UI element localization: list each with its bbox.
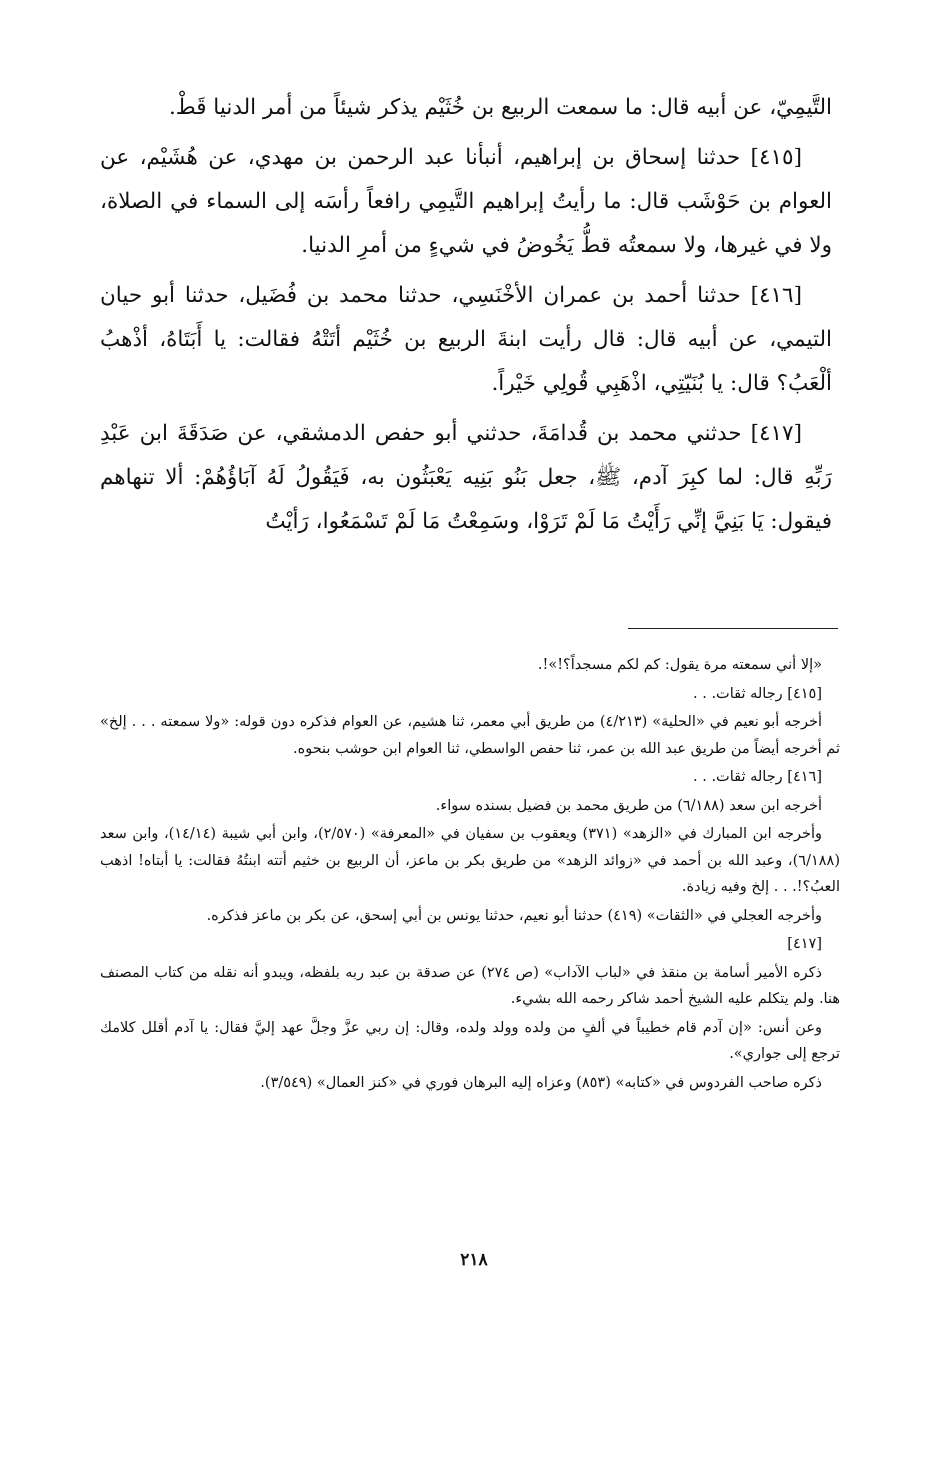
paragraph-continuation: التَّيمِيّ، عن أبيه قال: ما سمعت الربيع بن خُثَيْم يذكر شيئاً من أمر الدنيا قَطْ. bbox=[168, 95, 832, 120]
main-text bbox=[100, 86, 832, 550]
footnote-417-text-3: ذكره صاحب الفردوس في «كتابه» (٨٥٣) وعزاه إليه البرهان فوري في «كنز العمال» (٣/٥٤٩). bbox=[260, 1074, 822, 1091]
footnote-quote: «إلا أني سمعته مرة يقول: كم لكم مسجداً؟!»!. bbox=[537, 657, 822, 673]
paragraph-417: [٤١٧] حدثني محمد بن قُدامَةَ، حدثني أبو حفص الدمشقي، عن صَدَقَةَ ابن عَبْدِ رَبِّهِ قال: لما كبِرَ آدم، ﷺ، جعل بَنُو بَنِيه يَعْبَثُون به، فَيَقُولُ لَهُ آبَاؤُهُمْ: ألا تنهاهم فيقول: يَا بَنِيَّ إنِّي رَأَيْتُ مَا لَمْ تَرَوْا، وسَمِعْتُ مَا لَمْ تَسْمَعُوا، رَأيْتُ bbox=[100, 421, 832, 534]
footnote-416-text-2: وأخرجه ابن المبارك في «الزهد» (٣٧١) ويعقوب بن سفيان في «المعرفة» (٢/٥٧٠)، وابن أبي شيبة (١٤/١٤)، وابن سعد (٦/١٨٨)، وعبد الله بن أحمد في «زوائد الزهد» من طريق بكر بن ماعز، أن الربيع بن خثيم أتته ابنتُهُ فقالت: يا أبتاه! اذهب العبُ؟!. . . إلخ وفيه زيادة. bbox=[100, 826, 840, 895]
footnote-416-text-3: وأخرجه العجلي في «الثقات» (٤١٩) حدثنا أبو نعيم، حدثنا يونس بن أبي إسحق، عن بكر بن ماعز فذكره. bbox=[206, 907, 822, 924]
footnote-416-text-1: أخرجه ابن سعد (٦/١٨٨) من طريق محمد بن فضيل بسنده سواء. bbox=[435, 797, 822, 814]
footnote-separator bbox=[628, 628, 838, 629]
paragraph-416: [٤١٦] حدثنا أحمد بن عمران الأخْنَسِي، حدثنا محمد بن فُضَيل، حدثنا أبو حيان التيمي، عن أبيه قال: قال رأيت ابنةَ الربيع بن خُثَيْم أتَتْهُ فقالت: يا أَبَتَاهُ، أذْهبُ ألْعَبُ؟ قال: يا بُنَيّتِي، اذْهَبِي قُولِي خَيْراً. bbox=[100, 283, 832, 396]
paragraph-415: [٤١٥] حدثنا إسحاق بن إبراهيم، أنبأنا عبد الرحمن بن مهدي، عن هُشَيْم، عن العوام بن حَوْشَب قال: ما رأيتُ إبراهيم التَّيمِي رافعاً رأسَه إلى السماء في الصلاة، ولا في غيرها، ولا سمعتُه قطُّ يَخُوضُ في شيءٍ من أمرِ الدنيا. bbox=[100, 145, 832, 258]
footnotes bbox=[100, 652, 840, 1098]
footnote-417-text-1: ذكره الأمير أسامة بن منقذ في «لباب الآداب» (ص ٢٧٤) عن صدقة بن عبد ربه بلفظه، ويبدو أنه نقله من كتاب المصنف هنا. ولم يتكلم عليه الشيخ أحمد شاكر رحمه الله بشيء. bbox=[100, 964, 840, 1007]
footnote-417-header: [٤١٧] bbox=[787, 936, 822, 952]
footnote-416-header: [٤١٦] رجاله ثقات. . . bbox=[693, 769, 822, 785]
footnote-415-text: أخرجه أبو نعيم في «الحلية» (٤/٢١٣) من طريق أبي معمر، ثنا هشيم، عن العوام فذكره دون قوله: «ولا سمعته . . . إلخ» ثم أخرجه أيضاً من طريق عبد الله بن عمر، ثنا حفص الواسطي، ثنا العوام ابن حوشب بنحوه. bbox=[100, 714, 840, 757]
footnote-417-text-2: وعن أنس: «إن آدم قام خطيباً في ألفٍ من ولده وولد ولده، وقال: إن ربي عزَّ وجلَّ عهد إليَّ فقال: يا آدم أقلل كلامك ترجع إلى جواري». bbox=[100, 1019, 840, 1062]
page-number: ٢١٨ bbox=[460, 1250, 488, 1270]
footnote-415-header: [٤١٥] رجاله ثقات. . . bbox=[693, 685, 822, 702]
